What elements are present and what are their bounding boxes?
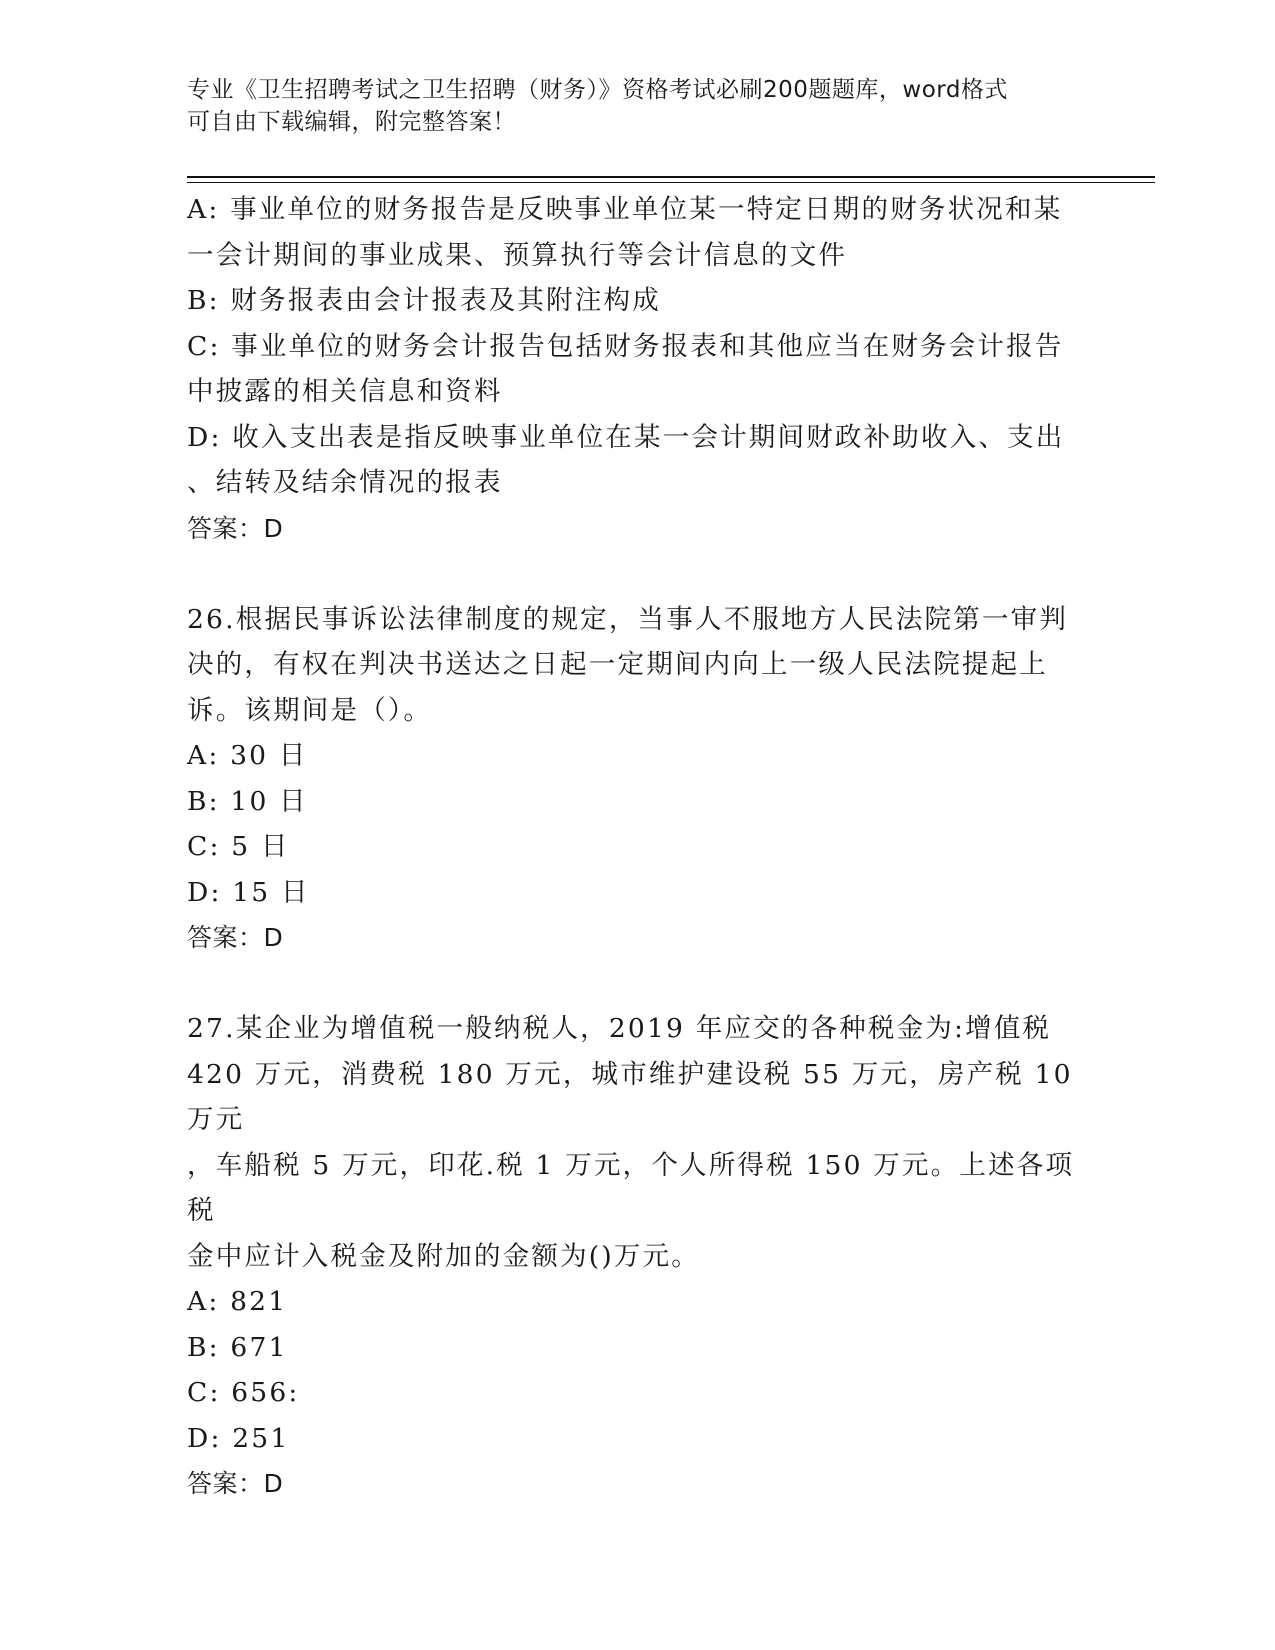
question-stem-line-2: 420 万元，消费税 180 万元，城市维护建设税 55 万元，房产税 10 万元 bbox=[187, 1058, 1073, 1135]
option-c: C: 656: bbox=[187, 1377, 300, 1408]
option-d: D: 251 bbox=[187, 1422, 290, 1454]
option-c: C: 5 日 bbox=[187, 831, 290, 862]
option-a: A: 30 日 bbox=[187, 740, 308, 771]
option-d: D: 15 日 bbox=[187, 876, 310, 908]
question-26 bbox=[187, 597, 1087, 961]
option-b: B: 671 bbox=[187, 1331, 288, 1363]
header-rule-thin bbox=[187, 182, 1155, 183]
question-stem-line-3: ，车船税 5 万元，印花.税 1 万元，个人所得税 150 万元。上述各项税 bbox=[187, 1149, 1075, 1226]
spacer bbox=[187, 961, 1087, 1007]
answer: 答案：D bbox=[187, 513, 284, 543]
header-line-1: 专业《卫生招聘考试之卫生招聘（财务）》资格考试必刷200题题库，word格式 bbox=[187, 77, 1008, 103]
answer: 答案：D bbox=[187, 1469, 284, 1498]
option-a: A: 821 bbox=[187, 1286, 288, 1317]
option-c-line-1: C: 事业单位的财务会计报告包括财务报表和其他应当在财务会计报告 bbox=[187, 330, 1064, 362]
answer: 答案：D bbox=[187, 923, 284, 952]
question-stem-line-3: 诉。该期间是（）。 bbox=[187, 694, 433, 726]
header-rule-thick bbox=[187, 176, 1155, 178]
option-d-line-2: 、结转及结余情况的报表 bbox=[187, 467, 503, 498]
question-25-options bbox=[187, 187, 1087, 551]
question-list bbox=[187, 187, 1087, 1507]
option-b: B: 财务报表由会计报表及其附注构成 bbox=[187, 285, 661, 316]
question-stem-line-4: 金中应计入税金及附加的金额为()万元。 bbox=[187, 1240, 700, 1272]
option-b: B: 10 日 bbox=[187, 785, 308, 817]
spacer bbox=[187, 551, 1087, 597]
option-c-line-2: 中披露的相关信息和资料 bbox=[187, 376, 503, 407]
question-27 bbox=[187, 1006, 1087, 1507]
question-stem-line-1: 27.某企业为增值税一般纳税人，2019 年应交的各种税金为:增值税 bbox=[187, 1013, 1052, 1044]
question-stem-line-2: 决的，有权在判决书送达之日起一定期间内向上一级人民法院提起上 bbox=[187, 649, 1048, 680]
option-d-line-1: D: 收入支出表是指反映事业单位在某一会计期间财政补助收入、支出 bbox=[187, 421, 1065, 453]
header-line-2: 可自由下载编辑，附完整答案！ bbox=[187, 109, 516, 135]
option-a-line-2: 一会计期间的事业成果、预算执行等会计信息的文件 bbox=[187, 239, 848, 271]
document-header bbox=[187, 74, 1067, 138]
option-a-line-1: A: 事业单位的财务报告是反映事业单位某一特定日期的财务状况和某 bbox=[187, 194, 1063, 225]
question-stem-line-1: 26.根据民事诉讼法律制度的规定，当事人不服地方人民法院第一审判 bbox=[187, 603, 1069, 635]
